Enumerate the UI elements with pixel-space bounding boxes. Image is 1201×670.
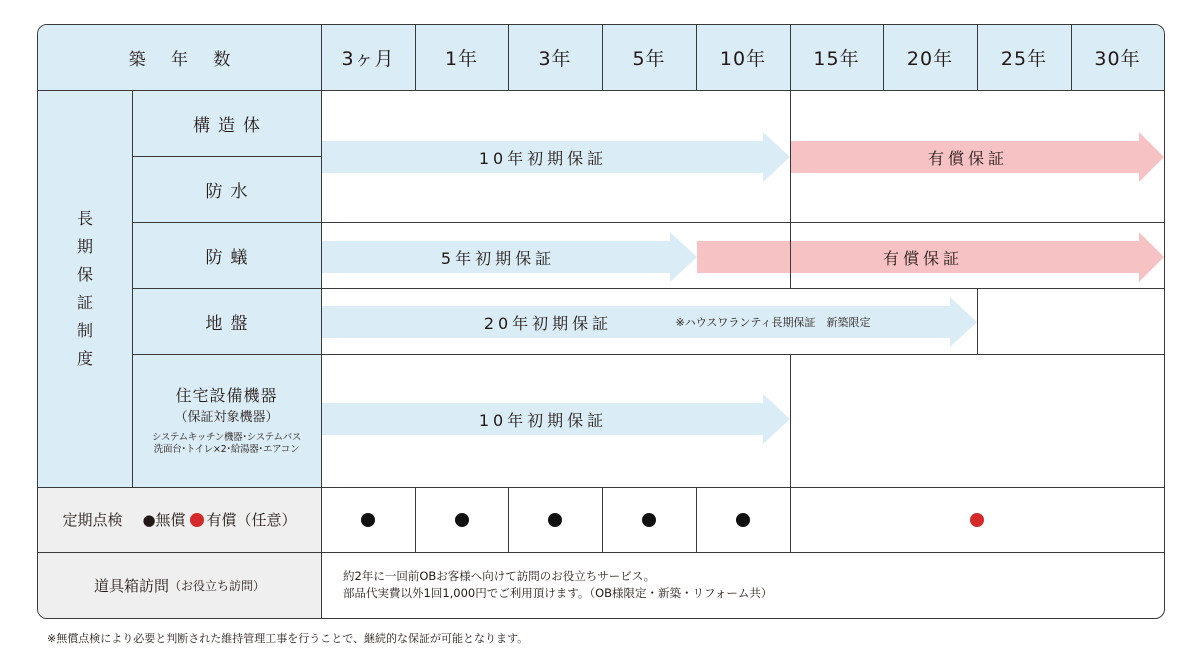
visit-description	[343, 568, 1143, 608]
year-15: 15年	[813, 48, 860, 70]
footnote: ※無償点検により必要と判断された維持管理工事を行うことで、継続的な保証が可能となります。	[47, 632, 529, 645]
section-label-char: 保	[76, 264, 93, 284]
year-1: 1年	[444, 48, 479, 70]
free-inspection-dot	[361, 513, 375, 527]
equipment-initial-label: 10年初期保証	[478, 410, 608, 430]
equipment-detail-line: 洗面台･トイレ×2･給湯器･エアコン	[153, 443, 300, 455]
category-ground: 地盤	[205, 313, 256, 334]
year-3-months: 3ヶ月	[341, 48, 395, 70]
structure-initial-label: 10年初期保証	[478, 148, 608, 168]
grid-line	[977, 288, 978, 354]
free-inspection-dot	[455, 513, 469, 527]
free-legend: ●無償	[142, 511, 186, 529]
year-20: 20年	[906, 48, 954, 70]
termite-initial-label: 5年初期保証	[440, 248, 556, 268]
ground-initial-label: 20年初期保証	[483, 313, 613, 333]
year-5: 5年	[632, 48, 666, 70]
inspection-cell-3-years	[508, 487, 602, 552]
year-30: 30年	[1094, 48, 1141, 70]
visit-label: 道具箱訪問	[93, 576, 169, 595]
category-structure: 構造体	[193, 115, 268, 136]
section-label-char: 期	[76, 236, 93, 256]
equipment-detail-line: システムキッチン機器･システムバス	[151, 431, 302, 443]
free-inspection-dot	[736, 513, 750, 527]
visit-line: 部品代実費以外1回1,000円でご利用頂けます。（OB様限定・新築・リフォーム共）	[343, 586, 773, 600]
category-termite: 防蟻	[205, 247, 256, 268]
paid-legend-dot	[190, 513, 204, 527]
section-label-char: 度	[76, 348, 93, 368]
year-25: 25年	[1000, 48, 1048, 70]
visit-line: 約2年に一回前OBお客様へ向けて訪問のお役立ちサービス。	[343, 569, 656, 583]
inspection-cell-3-months	[321, 487, 415, 552]
structure-paid-label: 有償保証	[927, 148, 1008, 168]
equipment-subtitle: （保証対象機器）	[174, 409, 279, 425]
section-label	[38, 90, 132, 487]
inspection-cell-1-year	[415, 487, 508, 552]
inspection-cell-paid	[790, 487, 1164, 552]
paid-inspection-dot	[970, 513, 984, 527]
year-10: 10年	[719, 48, 767, 70]
equipment-title: 住宅設備機器	[175, 385, 278, 405]
year-3: 3年	[538, 48, 572, 70]
inspection-label-group	[38, 487, 321, 552]
visit-label-group	[38, 552, 321, 618]
section-label-char: 証	[76, 292, 93, 312]
inspection-cell-10-years	[696, 487, 790, 552]
visit-label-sub: （お役立ち訪問）	[169, 578, 266, 593]
header-title: 築 年 数	[128, 50, 241, 70]
category-waterproof: 防水	[205, 181, 256, 202]
category-equipment	[132, 354, 321, 487]
inspection-label: 定期点検	[62, 511, 123, 529]
section-label-char: 制	[76, 320, 93, 340]
termite-paid-label: 有償保証	[882, 248, 963, 268]
paid-legend: 有償（任意）	[206, 511, 297, 529]
free-inspection-dot	[548, 513, 562, 527]
ground-note: ※ハウスワランティ長期保証 新築限定	[675, 316, 871, 329]
warranty-table	[37, 24, 1165, 619]
inspection-cell-5-years	[602, 487, 696, 552]
section-label-char: 長	[76, 208, 93, 228]
free-inspection-dot	[642, 513, 656, 527]
